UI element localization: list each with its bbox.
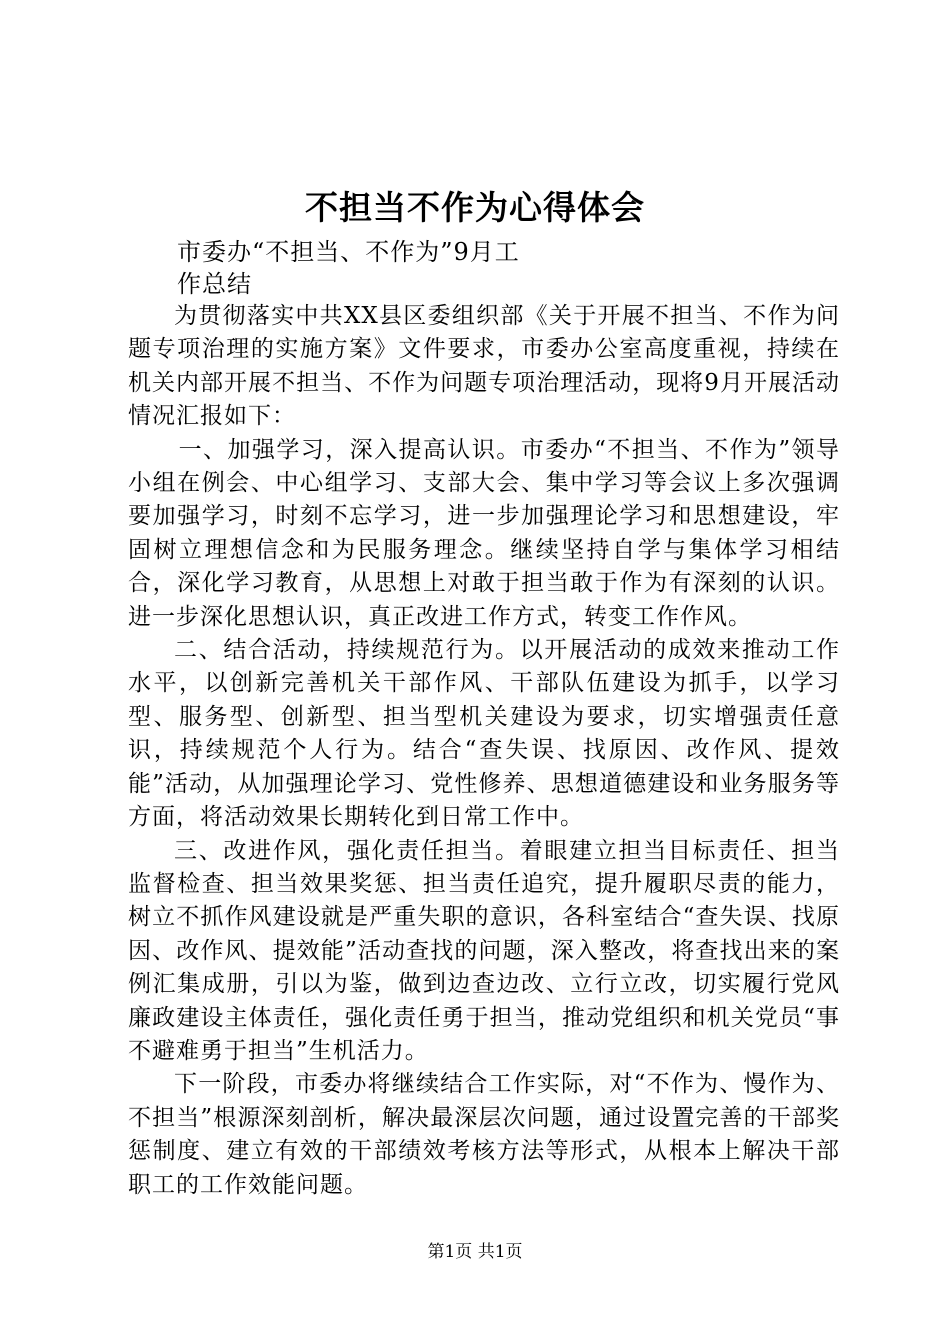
paragraph-intro: 为贯彻落实中共XX县区委组织部《关于开展不担当、不作为问题专项治理的实施方案》文件要求，市委办公室高度重视，持续在机关内部开展不担当、不作为问题专项治理活动，现将9月开展活动情况汇报如下： [128, 303, 840, 430]
paragraph-section-1: 一、加强学习，深入提高认识。市委办“不担当、不作为”领导小组在例会、中心组学习、支部大会、集中学习等会议上多次强调要加强学习，时刻不忘学习，进一步加强理论学习和思想建设，牢固树立理想信念和为民服务理念。继续坚持自学与集体学习相结合，深化学习教育，从思想上对敢于担当敢于作为有深刻的认识。进一步深化思想认识，真正改进工作方式，转变工作作风。 [128, 436, 840, 630]
paragraph-section-2: 二、结合活动，持续规范行为。以开展活动的成效来推动工作水平，以创新完善机关干部作风、干部队伍建设为抓手，以学习型、服务型、创新型、担当型机关建设为要求，切实增强责任意识，持续规范个人行为。结合“查失误、找原因、改作风、提效能”活动，从加强理论学习、党性修养、思想道德建设和业务服务等方面，将活动效果长期转化到日常工作中。 [128, 637, 840, 831]
page-footer: 第1页 共1页 [427, 1242, 523, 1262]
subtitle-line-2: 作总结 [177, 270, 252, 298]
paragraph-section-3: 三、改进作风，强化责任担当。着眼建立担当目标责任、担当监督检查、担当效果奖惩、担当责任追究，提升履职尽责的能力，树立不抓作风建设就是严重失职的意识，各科室结合“查失误、找原因、改作风、提效能”活动查找的问题，深入整改，将查找出来的案例汇集成册，引以为鉴，做到边查边改、立行立改，切实履行党风廉政建设主体责任，强化责任勇于担当，推动党组织和机关党员“事不避难勇于担当”生机活力。 [128, 837, 840, 1064]
subtitle-line-1: 市委办“不担当、不作为”9月工 [177, 238, 520, 266]
document-body [128, 300, 840, 1202]
paragraph-next-stage: 下一阶段，市委办将继续结合工作实际，对“不作为、慢作为、不担当”根源深刻剖析，解决最深层次问题，通过设置完善的干部奖惩制度、建立有效的干部绩效考核方法等形式，从根本上解决干部职工的工作效能问题。 [128, 1071, 840, 1198]
document-title: 不担当不作为心得体会 [305, 188, 645, 227]
